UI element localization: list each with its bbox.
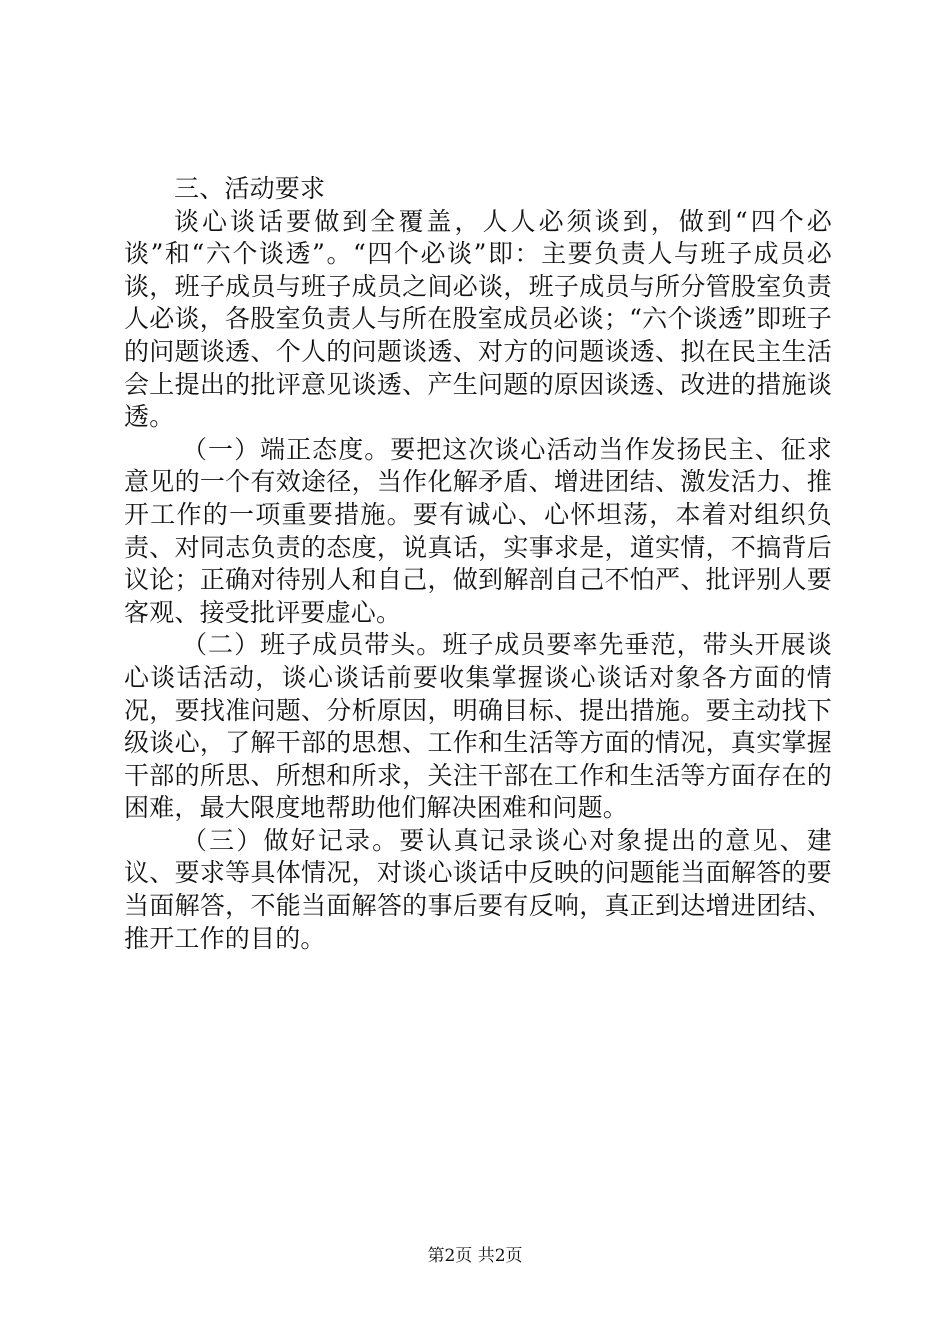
page-number-footer: 第2页 共2页 [427,1246,523,1266]
paragraph-records: （三）做好记录。要认真记录谈心对象提出的意见、建议、要求等具体情况，对谈心谈话中反映的问题能当面解答的要当面解答，不能当面解答的事后要有反响，真正到达增进团结、推开工作的目的。 [124,825,832,953]
paragraph-leadership: （二）班子成员带头。班子成员要率先垂范，带头开展谈心谈话活动，谈心谈话前要收集掌握谈心谈话对象各方面的情况，要找准问题、分析原因，明确目标、提出措施。要主动找下级谈心，了解干部的思想、工作和生活等方面的情况，真实掌握干部的所思、所想和所求，关注干部在工作和生活等方面存在的困难，最大限度地帮助他们解决困难和问题。 [124,630,832,823]
document-body [124,173,832,955]
section-heading: 三、活动要求 [174,174,326,203]
paragraph-requirements-overview: 谈心谈话要做到全覆盖，人人必须谈到，做到“四个必谈”和“六个谈透”。“四个必谈”即：主要负责人与班子成员必谈，班子成员与班子成员之间必谈，班子成员与所分管股室负责人必谈，各股室负责人与所在股室成员必谈；“六个谈透”即班子的问题谈透、个人的问题谈透、对方的问题谈透、拟在民主生活会上提出的批评意见谈透、产生问题的原因谈透、改进的措施谈透。 [124,206,832,432]
paragraph-attitude: （一）端正态度。要把这次谈心活动当作发扬民主、征求意见的一个有效途径，当作化解矛盾、增进团结、激发活力、推开工作的一项重要措施。要有诚心、心怀坦荡，本着对组织负责、对同志负责的态度，说真话，实事求是，道实情，不搞背后议论；正确对待别人和自己，做到解剖自己不怕严、批评别人要客观、接受批评要虚心。 [124,434,832,627]
